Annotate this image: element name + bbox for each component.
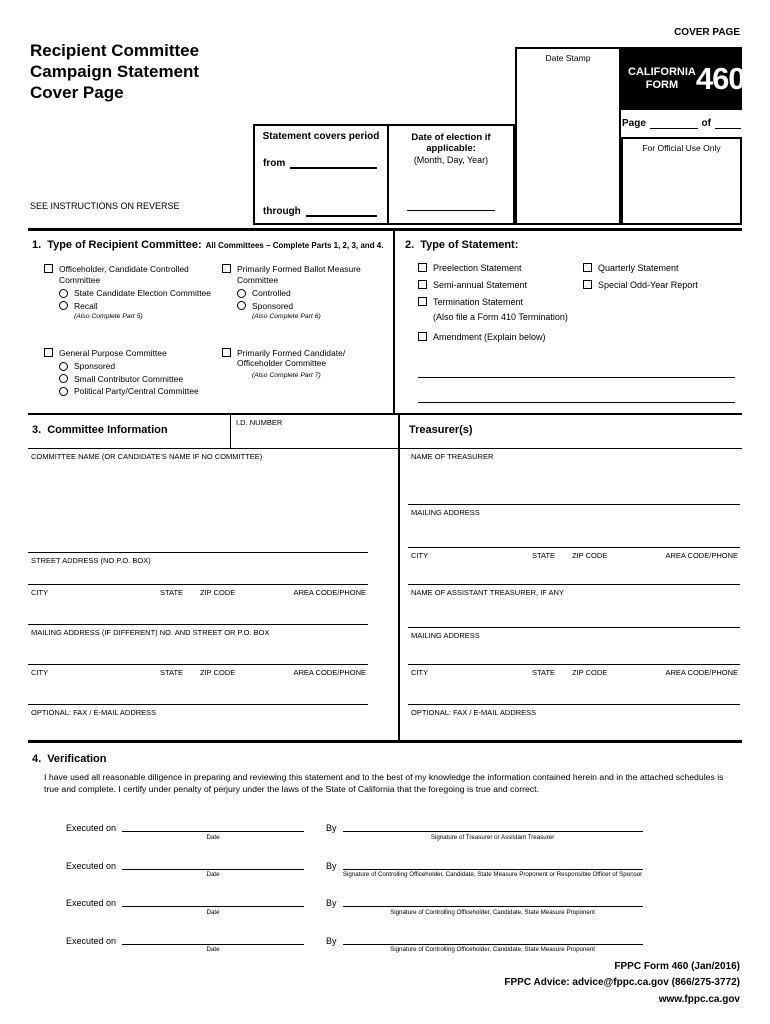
date-field-4 bbox=[122, 932, 304, 954]
signature-input-3[interactable] bbox=[343, 894, 643, 907]
preelection-statement-label: Preelection Statement bbox=[433, 263, 522, 273]
termination-note: (Also file a Form 410 Termination) bbox=[433, 312, 568, 322]
radio-gp-sponsored[interactable] bbox=[59, 362, 68, 371]
page-footer bbox=[504, 959, 740, 1009]
checkbox-general-purpose-committee[interactable] bbox=[44, 348, 53, 357]
official-use-box bbox=[621, 137, 742, 225]
form-title-line3: Cover Page bbox=[30, 83, 124, 102]
execution-row-4 bbox=[66, 932, 742, 954]
through-label: through bbox=[263, 206, 301, 217]
form-number-column bbox=[621, 47, 745, 225]
radio-bm-sponsored[interactable] bbox=[237, 301, 246, 310]
section-2-type-of-statement bbox=[395, 231, 742, 413]
section1-column-a bbox=[32, 264, 222, 396]
radio-small-contributor[interactable] bbox=[59, 374, 68, 383]
statement-period-box bbox=[253, 124, 389, 225]
termination-statement-label: Termination Statement bbox=[433, 297, 524, 307]
small-contributor-option[interactable] bbox=[59, 374, 222, 384]
radio-recall[interactable] bbox=[59, 301, 68, 310]
signature-caption-3: Signature of Controlling Officeholder, Candidate, State Measure Proponent bbox=[390, 908, 595, 916]
semi-annual-statement-option[interactable] bbox=[418, 280, 583, 291]
page-number-input[interactable] bbox=[650, 119, 698, 129]
section3-heading bbox=[28, 415, 230, 448]
bm-sponsored-option[interactable] bbox=[237, 301, 393, 311]
statement-period-title: Statement covers period bbox=[262, 131, 380, 142]
badge-form-label: FORM bbox=[645, 78, 679, 91]
date-input-2[interactable] bbox=[122, 857, 304, 870]
badge-words bbox=[628, 66, 696, 92]
zip-code-label: ZIP CODE bbox=[572, 668, 608, 677]
amendment-explanation-area bbox=[418, 353, 735, 403]
section1-subtitle: All Committees – Complete Parts 1, 2, 3, and 4. bbox=[205, 241, 384, 250]
zip-code-label: ZIP CODE bbox=[572, 551, 608, 560]
date-field-1 bbox=[122, 819, 304, 841]
treasurer-title: Treasurer(s) bbox=[409, 424, 473, 436]
committee-mailing-address-field[interactable] bbox=[28, 625, 368, 665]
ballot-measure-label-line1: Primarily Formed Ballot Measure bbox=[237, 264, 361, 274]
preelection-statement-option[interactable] bbox=[418, 263, 583, 274]
section4-number: 4. bbox=[32, 753, 42, 765]
radio-political-party[interactable] bbox=[59, 387, 68, 396]
treasurer-section bbox=[400, 415, 742, 740]
candidate-officeholder-committee-option[interactable] bbox=[222, 348, 393, 369]
officeholder-committee-label: Officeholder, Candidate Controlled Committee bbox=[59, 264, 189, 285]
general-purpose-committee-label: General Purpose Committee bbox=[59, 347, 167, 358]
treasurer-fax-email-field[interactable] bbox=[408, 705, 740, 740]
footer-form-version: FPPC Form 460 (Jan/2016) bbox=[614, 960, 740, 972]
officeholder-committee-option[interactable] bbox=[44, 264, 222, 285]
signature-field-4 bbox=[343, 932, 643, 954]
section2-columns bbox=[405, 263, 742, 349]
section2-number: 2. bbox=[405, 239, 415, 251]
footer-advice-contact: FPPC Advice: advice@fppc.ca.gov (866/275-3772) bbox=[504, 977, 740, 988]
see-instructions-note: SEE INSTRUCTIONS ON REVERSE bbox=[30, 201, 180, 211]
treasurer-mailing-address-label: MAILING ADDRESS bbox=[411, 508, 480, 517]
date-stamp-label: Date Stamp bbox=[545, 53, 591, 63]
section1-column-b bbox=[222, 264, 393, 396]
date-caption: Date bbox=[206, 946, 220, 953]
footer-website: www.fppc.ca.gov bbox=[658, 993, 740, 1005]
signature-input-2[interactable] bbox=[343, 857, 643, 870]
state-candidate-election-label: State Candidate Election Committee bbox=[74, 288, 212, 298]
city-label: CITY bbox=[31, 588, 49, 597]
candidate-officeholder-label-line2: Officeholder Committee bbox=[237, 358, 327, 368]
execution-row-2 bbox=[66, 857, 742, 879]
recall-option[interactable] bbox=[59, 301, 222, 311]
signature-caption-4: Signature of Controlling Officeholder, Candidate, State Measure Proponent bbox=[390, 946, 595, 953]
candidate-officeholder-committee-label bbox=[237, 348, 345, 369]
city-state-zip-labels bbox=[411, 668, 740, 677]
section1-title: Type of Recipient Committee: bbox=[47, 239, 202, 251]
part5-note: (Also Complete Part 5) bbox=[74, 312, 143, 320]
signature-caption-2: Signature of Controlling Officeholder, Candidate, State Measure Proponent or Responsible Officer of Sponsor bbox=[342, 871, 643, 878]
area-code-phone-label: AREA CODE/PHONE bbox=[665, 668, 738, 677]
date-field-3 bbox=[122, 894, 304, 916]
part7-note: (Also Complete Part 7) bbox=[252, 371, 321, 379]
checkbox-officeholder-committee[interactable] bbox=[44, 264, 53, 273]
city-state-zip-labels bbox=[411, 551, 740, 560]
executed-on-label: Executed on bbox=[66, 860, 117, 871]
election-date-box bbox=[389, 124, 515, 225]
special-odd-year-option[interactable] bbox=[583, 280, 742, 291]
date-stamp-box bbox=[515, 47, 621, 225]
section4-title: Verification bbox=[47, 753, 107, 765]
quarterly-statement-label: Quarterly Statement bbox=[598, 263, 679, 273]
part6-note: (Also Complete Part 6) bbox=[252, 312, 321, 320]
signature-field-1 bbox=[343, 819, 643, 841]
sections-3-treasurer bbox=[28, 415, 742, 740]
id-number-label: I.D. NUMBER bbox=[236, 418, 283, 427]
verification-statement: I have used all reasonable diligence in preparing and reviewing this statement and to the best of my knowledge the information contained herein and in the attached schedules is true and complete. I certify under penalty of perjury under the laws of the State of California that the foregoing is true and correct. bbox=[44, 772, 724, 794]
section2-title: Type of Statement: bbox=[420, 239, 519, 251]
gp-sponsored-label: Sponsored bbox=[74, 361, 116, 371]
checkbox-quarterly-statement[interactable] bbox=[583, 263, 592, 272]
form-number: 460 bbox=[695, 60, 745, 96]
date-input-1[interactable] bbox=[122, 819, 304, 832]
sections-1-2 bbox=[28, 228, 742, 415]
ballot-measure-committee-option[interactable] bbox=[222, 264, 393, 285]
small-contributor-label: Small Contributor Committee bbox=[74, 373, 184, 384]
form-title-line2: Campaign Statement bbox=[30, 62, 200, 81]
badge-state-label: CALIFORNIA bbox=[628, 65, 696, 78]
ballot-measure-label-line2: Committee bbox=[237, 274, 279, 285]
semi-annual-statement-label: Semi-annual Statement bbox=[433, 280, 528, 290]
executed-on-label: Executed on bbox=[66, 823, 117, 833]
city-label: CITY bbox=[411, 668, 429, 677]
committee-fax-email-label: OPTIONAL: FAX / E-MAIL ADDRESS bbox=[31, 708, 157, 717]
city-label: CITY bbox=[411, 551, 429, 560]
section2-column-a bbox=[405, 263, 583, 349]
execution-row-1 bbox=[66, 819, 742, 841]
street-address-field[interactable] bbox=[28, 553, 368, 585]
checkbox-candidate-officeholder-committee[interactable] bbox=[222, 348, 231, 357]
assistant-treasurer-name-label: NAME OF ASSISTANT TREASURER, IF ANY bbox=[411, 588, 564, 597]
candidate-officeholder-label-line1: Primarily Formed Candidate/ bbox=[237, 347, 346, 358]
city-state-zip-labels bbox=[31, 668, 368, 677]
section4-heading bbox=[32, 753, 742, 765]
section3-number: 3. bbox=[32, 424, 42, 436]
treasurer-name-field[interactable] bbox=[408, 449, 740, 505]
radio-state-candidate-election[interactable] bbox=[59, 289, 68, 298]
of-label: of bbox=[701, 118, 711, 129]
state-label: STATE bbox=[532, 551, 556, 560]
date-field-2 bbox=[122, 857, 304, 879]
radio-bm-controlled[interactable] bbox=[237, 289, 246, 298]
committee-info-header bbox=[28, 415, 398, 449]
executed-on-label: Executed on bbox=[66, 898, 117, 908]
political-party-option[interactable] bbox=[59, 386, 222, 396]
bm-sponsored-label: Sponsored bbox=[252, 300, 294, 311]
area-code-phone-label: AREA CODE/PHONE bbox=[665, 551, 738, 560]
by-label: By bbox=[326, 860, 337, 871]
recall-label: Recall bbox=[74, 300, 98, 311]
section1-columns bbox=[32, 264, 393, 396]
from-date-input[interactable] bbox=[290, 158, 377, 169]
section2-column-b bbox=[583, 263, 742, 349]
state-label: STATE bbox=[532, 668, 556, 677]
treasurer-mailing-address-field[interactable] bbox=[408, 505, 740, 548]
election-date-subtitle: (Month, Day, Year) bbox=[413, 155, 489, 165]
execution-row-3 bbox=[66, 894, 742, 916]
committee-fax-email-field[interactable] bbox=[28, 705, 368, 740]
california-form-badge bbox=[621, 47, 745, 110]
period-from-row bbox=[263, 158, 377, 169]
date-caption: Date bbox=[206, 908, 220, 916]
state-label: STATE bbox=[160, 588, 184, 597]
signature-field-2 bbox=[343, 857, 643, 879]
amendment-option[interactable] bbox=[418, 332, 583, 343]
area-code-phone-label: AREA CODE/PHONE bbox=[293, 668, 366, 677]
zip-code-label: ZIP CODE bbox=[200, 668, 236, 677]
total-pages-input[interactable] bbox=[715, 119, 741, 129]
page-of-row bbox=[621, 110, 742, 137]
committee-city-row-2[interactable] bbox=[28, 665, 368, 705]
city-label: CITY bbox=[31, 668, 49, 677]
assistant-mailing-address-label: MAILING ADDRESS bbox=[411, 631, 480, 640]
checkbox-amendment[interactable] bbox=[418, 332, 427, 341]
state-label: STATE bbox=[160, 668, 184, 677]
from-label: from bbox=[263, 158, 286, 169]
by-label: By bbox=[326, 898, 337, 908]
special-odd-year-label: Special Odd-Year Report bbox=[598, 280, 698, 290]
signature-input-1[interactable] bbox=[343, 819, 643, 832]
executed-on-label: Executed on bbox=[66, 935, 117, 946]
general-purpose-committee-option[interactable] bbox=[44, 348, 222, 359]
committee-name-label: COMMITTEE NAME (OR CANDIDATE'S NAME IF NO COMMITTEE) bbox=[31, 452, 263, 461]
area-code-phone-label: AREA CODE/PHONE bbox=[293, 588, 366, 597]
id-number-field[interactable] bbox=[230, 415, 398, 448]
checkbox-special-odd-year[interactable] bbox=[583, 280, 592, 289]
treasurer-fax-email-label: OPTIONAL: FAX / E-MAIL ADDRESS bbox=[411, 708, 537, 717]
treasurer-name-label: NAME OF TREASURER bbox=[411, 452, 494, 461]
assistant-mailing-address-field[interactable] bbox=[408, 628, 740, 665]
committee-city-row-1[interactable] bbox=[28, 585, 368, 625]
period-through-row bbox=[263, 206, 377, 217]
election-date-input[interactable] bbox=[407, 210, 495, 211]
section3-title: Committee Information bbox=[47, 424, 168, 436]
amendment-explanation-line-1[interactable] bbox=[418, 353, 735, 378]
committee-name-field[interactable] bbox=[28, 449, 368, 553]
state-candidate-election-option[interactable] bbox=[59, 288, 222, 298]
amendment-explanation-line-2[interactable] bbox=[418, 378, 735, 403]
checkbox-termination-statement[interactable] bbox=[418, 297, 427, 306]
checkbox-preelection-statement[interactable] bbox=[418, 263, 427, 272]
section-4-verification bbox=[28, 740, 742, 965]
treasurer-city-row[interactable] bbox=[408, 548, 740, 585]
zip-code-label: ZIP CODE bbox=[200, 588, 236, 597]
section-1-type-of-recipient-committee bbox=[28, 231, 395, 413]
section1-heading bbox=[32, 239, 393, 251]
official-use-label: For Official Use Only bbox=[642, 143, 721, 153]
checkbox-ballot-measure-committee[interactable] bbox=[222, 264, 231, 273]
section1-number: 1. bbox=[32, 239, 42, 251]
section2-heading bbox=[405, 239, 742, 251]
signature-input-4[interactable] bbox=[343, 932, 643, 945]
bm-controlled-option[interactable] bbox=[237, 288, 393, 298]
city-state-zip-labels bbox=[31, 588, 368, 597]
date-caption: Date bbox=[206, 871, 220, 878]
form-title-line1: Recipient Committee bbox=[30, 41, 200, 60]
treasurer-header bbox=[400, 415, 742, 449]
by-label: By bbox=[326, 823, 337, 833]
assistant-treasurer-name-field[interactable] bbox=[408, 585, 740, 628]
through-date-input[interactable] bbox=[306, 206, 377, 217]
termination-statement-option[interactable] bbox=[418, 297, 583, 308]
quarterly-statement-option[interactable] bbox=[583, 263, 742, 274]
ballot-measure-committee-label bbox=[237, 264, 361, 285]
signature-caption-1: Signature of Treasurer or Assistant Treasurer bbox=[430, 833, 555, 841]
date-input-3[interactable] bbox=[122, 894, 304, 907]
signature-field-3 bbox=[343, 894, 643, 916]
by-label: By bbox=[326, 935, 337, 946]
section-3-committee-information bbox=[28, 415, 400, 740]
checkbox-semi-annual-statement[interactable] bbox=[418, 280, 427, 289]
committee-mailing-address-label: MAILING ADDRESS (IF DIFFERENT) NO. AND STREET OR P.O. BOX bbox=[31, 628, 270, 637]
street-address-label: STREET ADDRESS (NO P.O. BOX) bbox=[31, 556, 151, 565]
cover-page-label: COVER PAGE bbox=[674, 27, 740, 38]
form-title bbox=[30, 40, 199, 103]
date-caption: Date bbox=[206, 833, 220, 841]
assistant-city-row[interactable] bbox=[408, 665, 740, 705]
gp-sponsored-option[interactable] bbox=[59, 361, 222, 371]
bm-controlled-label: Controlled bbox=[252, 288, 291, 298]
political-party-label: Political Party/Central Committee bbox=[74, 386, 199, 396]
page-label: Page bbox=[622, 118, 646, 129]
amendment-label: Amendment (Explain below) bbox=[433, 332, 546, 342]
election-date-title: Date of election if applicable: bbox=[411, 132, 491, 154]
date-input-4[interactable] bbox=[122, 932, 304, 945]
execution-rows bbox=[66, 819, 742, 953]
